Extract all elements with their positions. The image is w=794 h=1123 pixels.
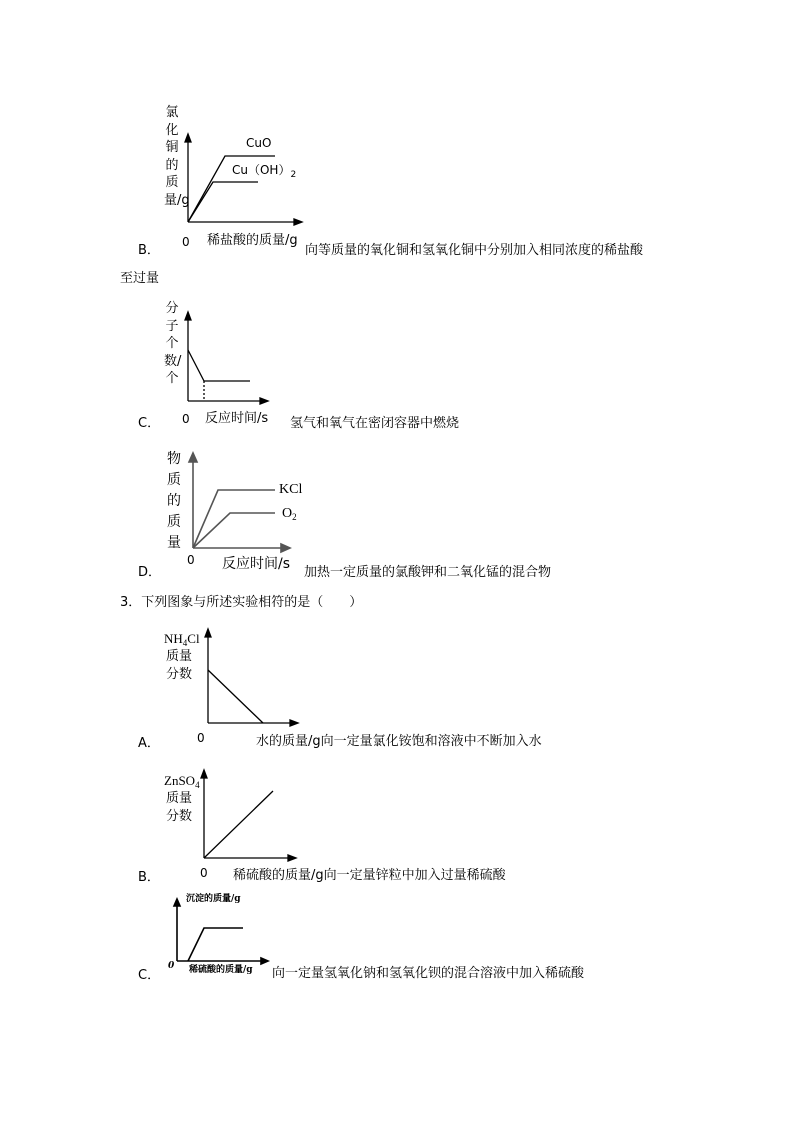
y-axis-label-line3: 分数	[166, 809, 193, 824]
q3-option-c-letter: C．	[138, 968, 161, 983]
option-b-description-cont: 至过量	[120, 271, 160, 286]
x-axis-label: 稀硫酸的质量/g	[189, 965, 253, 975]
q3-option-b-description: 向一定量锌粒中加入过量稀硫酸	[323, 868, 506, 883]
origin-label: 0	[182, 412, 190, 426]
x-axis-label: 稀硫酸的质量/g	[233, 868, 324, 883]
y-label-cl: Cl	[187, 631, 200, 646]
origin-label: 0	[200, 866, 208, 880]
y-axis-label-line2: 质量	[166, 649, 193, 664]
origin-label: 0	[197, 731, 205, 745]
x-axis-label: 反应时间/s	[205, 411, 269, 426]
y-axis-label: 分子个数/个	[164, 301, 182, 386]
q3-option-a-letter: A．	[138, 736, 160, 751]
y-axis-label: 氯化铜的质量/g	[164, 105, 190, 208]
y-axis-label-line3: 分数	[166, 667, 193, 682]
cuo-label: CuO	[246, 136, 272, 150]
option-b-letter: B．	[138, 243, 160, 258]
o2-label-main: O	[282, 506, 293, 521]
y-axis-arrow	[174, 899, 180, 906]
option-d-description: 加热一定质量的氯酸钾和二氧化锰的混合物	[304, 565, 552, 580]
origin-label: 0	[182, 235, 190, 249]
option-c-letter: C．	[138, 416, 161, 431]
q3-option-b-letter: B．	[138, 870, 160, 885]
y-label-nh: NH	[164, 631, 183, 646]
y-axis-label-line2: 质量	[166, 791, 193, 806]
x-axis-label: 水的质量/g	[256, 734, 321, 749]
kcl-label: KCl	[279, 482, 303, 497]
y-label-sub: 4	[195, 780, 200, 790]
question-3-stem: 3．下列图象与所述实验相符的是（ ）	[120, 595, 363, 610]
option-c-description: 氢气和氧气在密闭容器中燃烧	[290, 416, 460, 431]
x-axis-arrow	[261, 958, 268, 964]
y-axis-label: 沉淀的质量/g	[186, 894, 241, 904]
origin-label: 0	[187, 553, 195, 567]
option-d-letter: D．	[138, 565, 162, 580]
origin-label: 0	[168, 961, 175, 971]
y-label-znso: ZnSO	[164, 773, 196, 788]
o2-label-sub: 2	[292, 512, 297, 522]
y-label-sub: 4	[182, 638, 188, 648]
precipitate-curve	[188, 928, 243, 961]
cuoh2-label-sub: 2	[290, 170, 297, 180]
q3-option-a-description: 向一定量氯化铵饱和溶液中不断加入水	[320, 734, 542, 749]
x-axis-label: 反应时间/s	[222, 556, 291, 572]
option-b-description: 向等质量的氧化铜和氢氧化铜中分别加入相同浓度的稀盐酸	[305, 243, 644, 258]
cuoh2-label-main: Cu（OH）	[232, 163, 291, 177]
x-axis-label: 稀盐酸的质量/g	[207, 233, 298, 248]
q3-option-c-description: 向一定量氢氧化钠和氢氧化钡的混合溶液中加入稀硫酸	[272, 966, 585, 981]
y-axis-label: 物质的质量	[167, 451, 181, 551]
